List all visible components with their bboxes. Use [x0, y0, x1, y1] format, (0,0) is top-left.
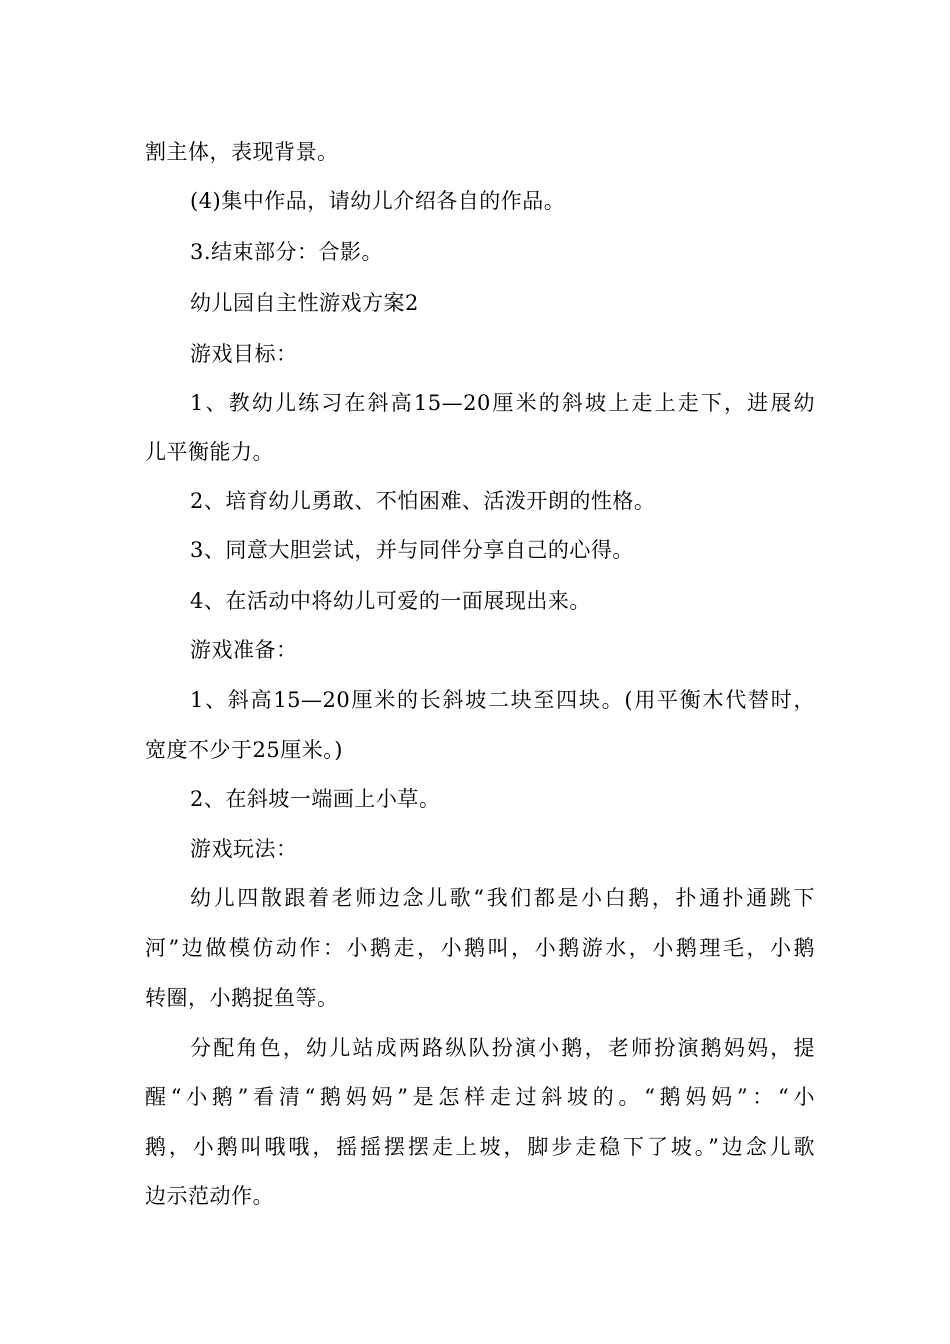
text-line: 4、在活动中将幼儿可爱的一面展现出来。: [190, 589, 591, 613]
text-line: 边示范动作。: [145, 1184, 274, 1208]
text-line: 3.结束部分：合影。: [190, 240, 384, 264]
subheading-preparation: 游戏准备：: [190, 638, 298, 662]
text-line: 割主体，表现背景。: [145, 140, 339, 164]
subheading-goals: 游戏目标：: [190, 342, 298, 366]
section-heading: 幼儿园自主性游戏方案2: [190, 291, 419, 315]
text-line: 2、在斜坡一端画上小草。: [190, 787, 441, 811]
text-line: 转圈，小鹅捉鱼等。: [145, 986, 339, 1010]
text-line: 1、教幼儿练习在斜高15—20厘米的斜坡上走上走下，进展幼: [190, 391, 815, 415]
text-line: 鹅，小鹅叫哦哦，摇摇摆摆走上坡，脚步走稳下了坡。”边念儿歌: [145, 1135, 815, 1159]
text-line: 2、培育幼儿勇敢、不怕困难、活泼开朗的性格。: [190, 489, 656, 513]
text-line: (4)集中作品，请幼儿介绍各自的作品。: [190, 189, 566, 213]
text-line: 1、斜高15—20厘米的长斜坡二块至四块。(用平衡木代替时，: [190, 688, 815, 712]
text-line: 河”边做模仿动作：小鹅走，小鹅叫，小鹅游水，小鹅理毛，小鹅: [145, 936, 815, 960]
text-line: 分配角色，幼儿站成两路纵队扮演小鹅，老师扮演鹅妈妈，提: [190, 1036, 815, 1060]
text-line: 宽度不少于25厘米。): [145, 738, 343, 762]
text-line: 3、同意大胆尝试，并与同伴分享自己的心得。: [190, 538, 634, 562]
subheading-gameplay: 游戏玩法：: [190, 837, 298, 861]
text-line: 儿平衡能力。: [145, 440, 274, 464]
text-line: 醒“小鹅”看清“鹅妈妈”是怎样走过斜坡的。“鹅妈妈”：“小: [145, 1085, 815, 1109]
text-line: 幼儿四散跟着老师边念儿歌“我们都是小白鹅，扑通扑通跳下: [190, 886, 815, 910]
